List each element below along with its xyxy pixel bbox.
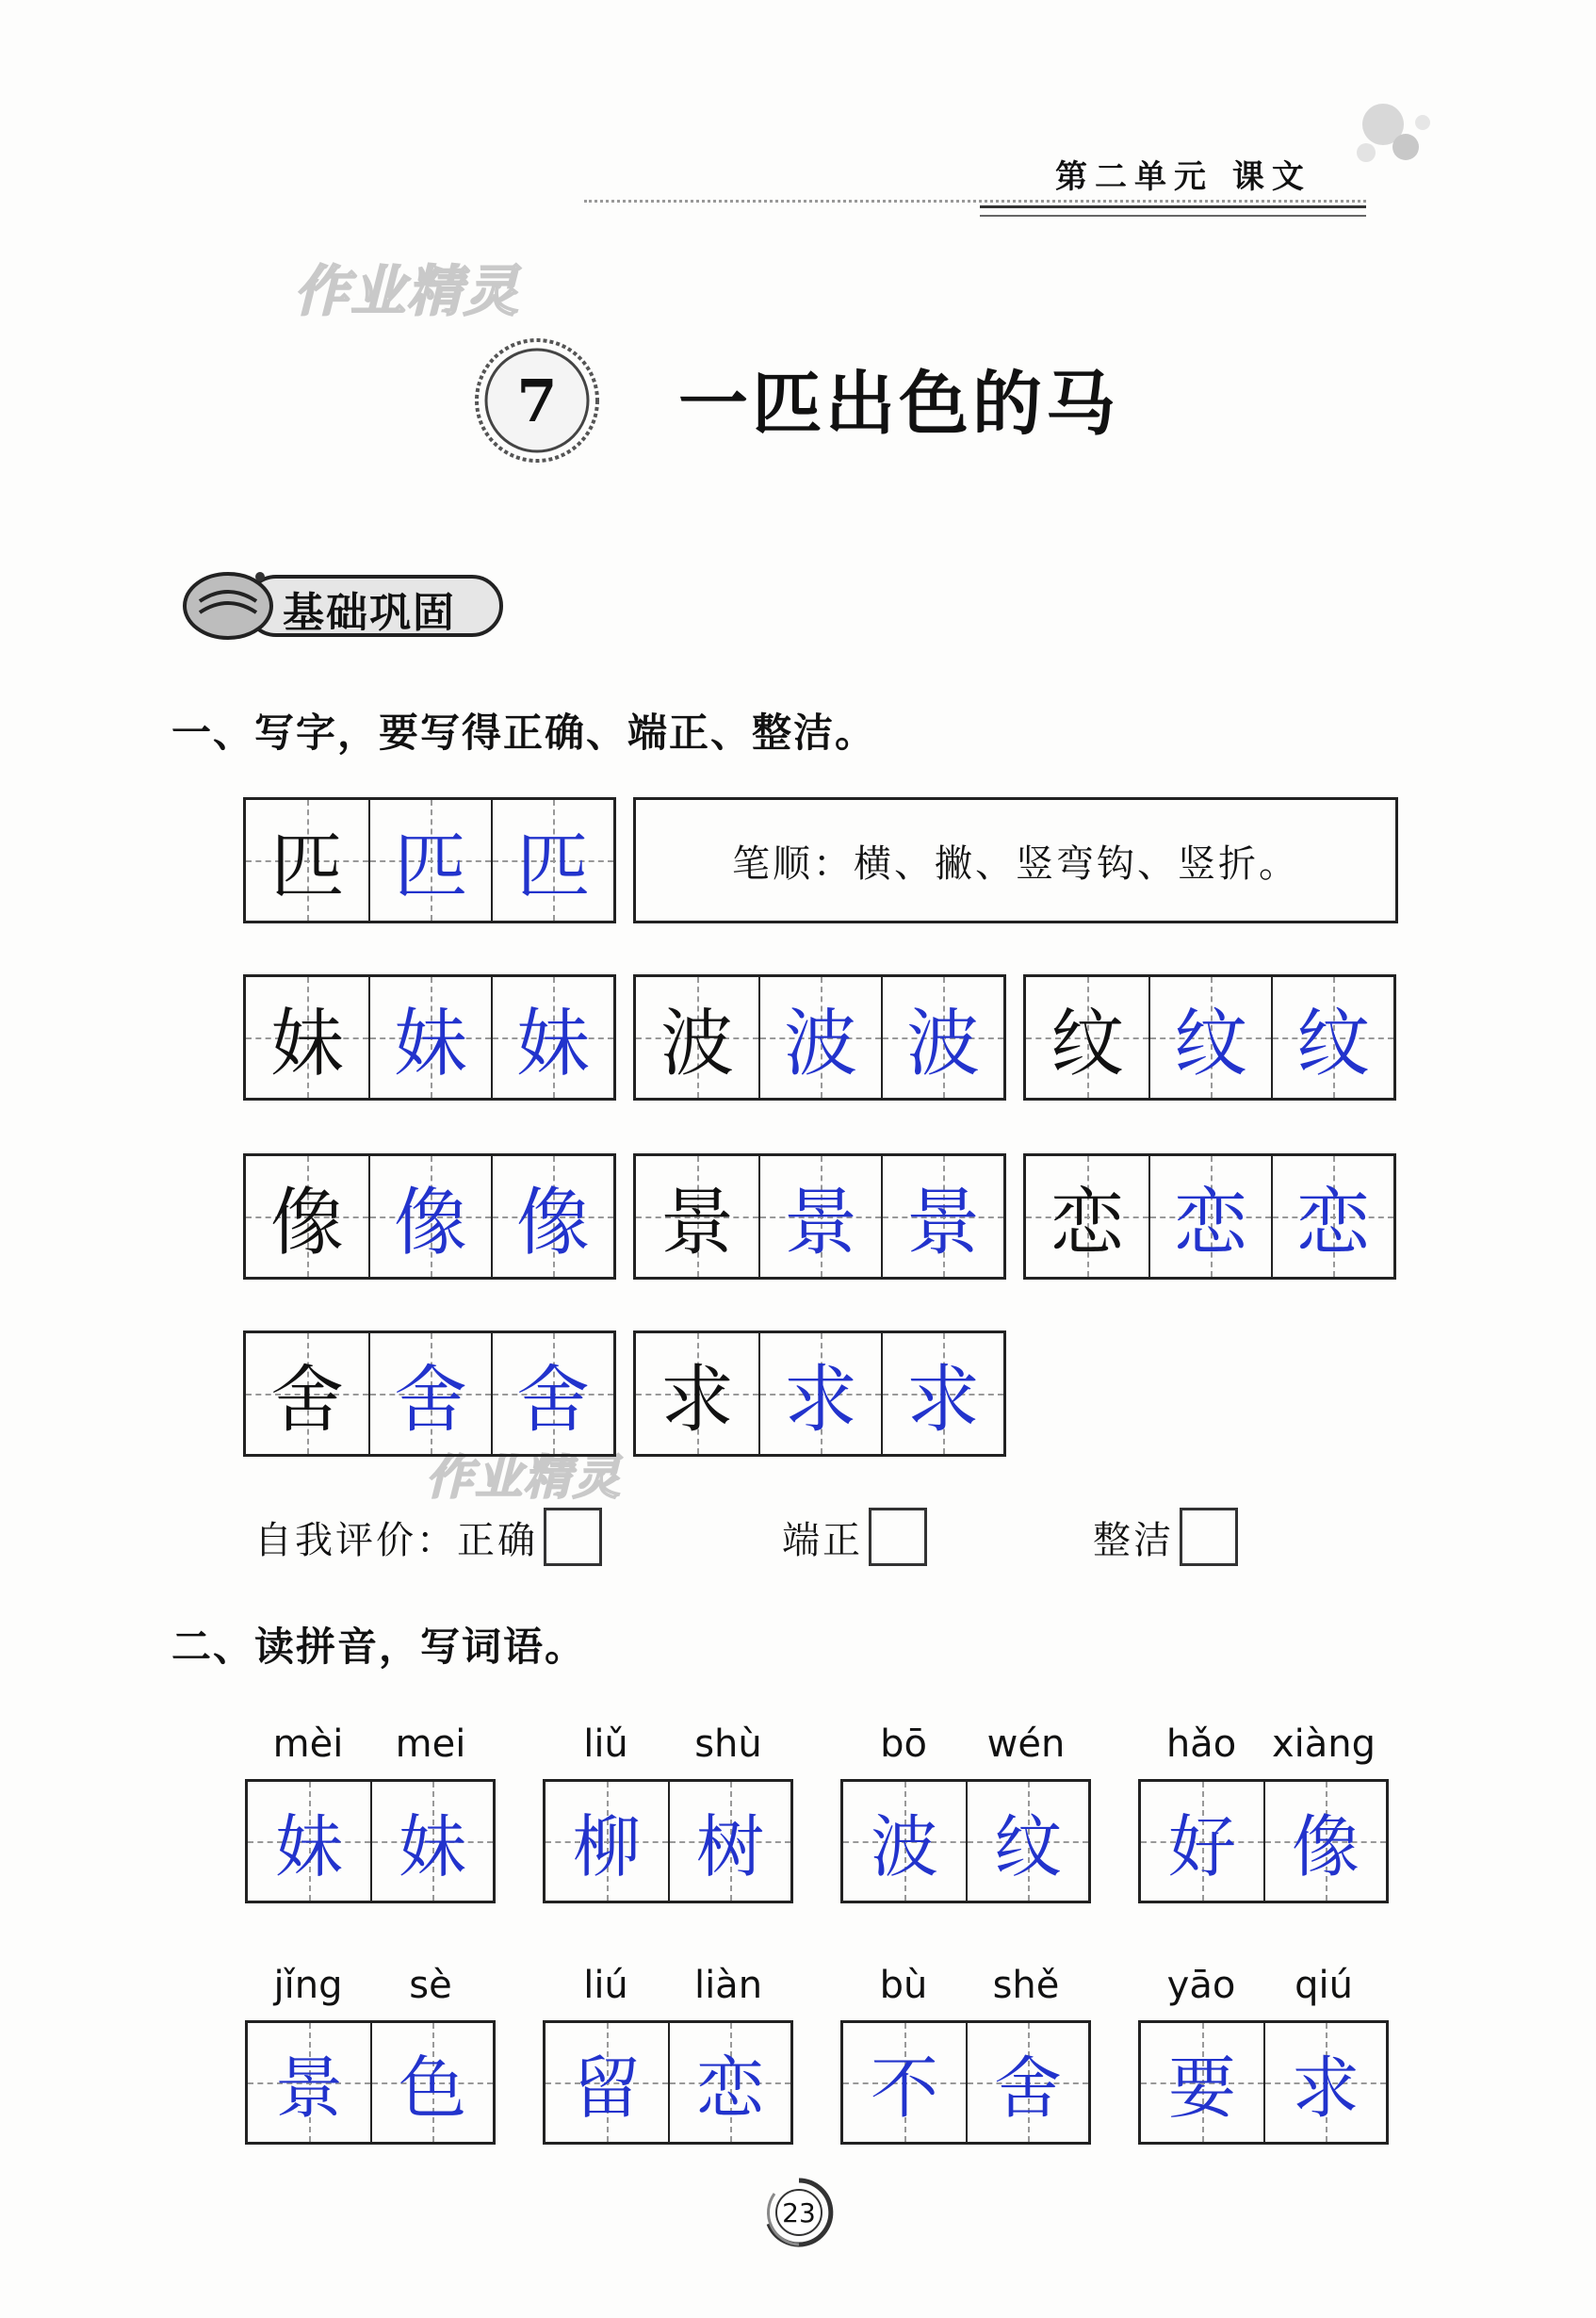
pinyin-label: mei xyxy=(395,1722,466,1766)
char-grid xyxy=(243,797,616,923)
grid-cell[interactable]: 匹 xyxy=(368,800,491,921)
pinyin-label: sè xyxy=(409,1964,452,2007)
pinyin-label: liǔ xyxy=(583,1722,628,1766)
pinyin-label: bù xyxy=(879,1964,928,2007)
pinyin-label: liú xyxy=(583,1964,628,2007)
grid-cell[interactable]: 留 xyxy=(546,2023,668,2142)
pinyin-label: yāo xyxy=(1166,1964,1236,2007)
grid-cell[interactable]: 纹 xyxy=(966,1782,1088,1901)
page-number-badge xyxy=(761,2175,837,2250)
grid-cell: 舍 xyxy=(246,1333,368,1454)
grid-cell[interactable]: 恋 xyxy=(1148,1156,1271,1277)
char-grid xyxy=(633,1153,1006,1280)
char-grid xyxy=(243,1330,616,1457)
checkbox-neat[interactable] xyxy=(869,1508,927,1566)
neat-label: 端正 xyxy=(782,1518,863,1562)
word-grid xyxy=(543,2020,793,2145)
grid-cell[interactable]: 纹 xyxy=(1271,977,1393,1098)
grid-cell[interactable]: 求 xyxy=(881,1333,1003,1454)
lesson-number-badge xyxy=(471,335,603,466)
word-grid xyxy=(840,1779,1091,1903)
header-rule-thin xyxy=(980,215,1366,217)
pinyin-label: hǎo xyxy=(1165,1722,1237,1766)
grid-cell[interactable]: 恋 xyxy=(668,2023,790,2142)
char-grid xyxy=(633,974,1006,1101)
grid-cell[interactable]: 景 xyxy=(758,1156,881,1277)
char-grid xyxy=(243,1153,616,1280)
word-grid xyxy=(1138,2020,1389,2145)
grid-cell[interactable]: 波 xyxy=(881,977,1003,1098)
pinyin-label: shě xyxy=(992,1964,1060,2007)
pinyin-label: jǐng xyxy=(273,1964,343,2007)
grid-cell[interactable]: 波 xyxy=(843,1782,966,1901)
stroke-order-box: 笔顺：横、撇、竖弯钩、竖折。 xyxy=(633,797,1398,923)
self-eval-clean xyxy=(1093,1508,1238,1566)
section-banner-label: 基础巩固 xyxy=(283,589,456,637)
unit-header: 第二单元 课文 xyxy=(1055,158,1311,196)
lesson-title: 一匹出色的马 xyxy=(678,364,1119,445)
header-dotted-line xyxy=(584,200,1366,203)
grid-cell[interactable]: 纹 xyxy=(1148,977,1271,1098)
pinyin-label: qiú xyxy=(1295,1964,1353,2007)
char-grid xyxy=(1023,1153,1396,1280)
char-grid xyxy=(633,1330,1006,1457)
grid-cell: 妹 xyxy=(246,977,368,1098)
grid-cell: 恋 xyxy=(1026,1156,1148,1277)
watermark: 作业精灵 xyxy=(294,259,521,323)
grid-cell: 纹 xyxy=(1026,977,1148,1098)
grid-cell[interactable]: 色 xyxy=(370,2023,493,2142)
pinyin-label: shù xyxy=(694,1722,762,1766)
word-grid xyxy=(1138,1779,1389,1903)
grid-cell[interactable]: 要 xyxy=(1141,2023,1263,2142)
pinyin-label: wén xyxy=(986,1722,1066,1766)
watermark: 作业精灵 xyxy=(426,1450,622,1505)
grid-cell[interactable]: 树 xyxy=(668,1782,790,1901)
question-1-title: 一、写字，要写得正确、端正、整洁。 xyxy=(171,710,877,756)
grid-cell[interactable]: 恋 xyxy=(1271,1156,1393,1277)
checkbox-clean[interactable] xyxy=(1180,1508,1238,1566)
grid-cell: 匹 xyxy=(246,800,368,921)
char-grid xyxy=(243,974,616,1101)
word-grid xyxy=(543,1779,793,1903)
word-grid xyxy=(245,1779,496,1903)
checkbox-correct[interactable] xyxy=(544,1508,602,1566)
grid-cell[interactable]: 景 xyxy=(248,2023,370,2142)
pinyin-label: liàn xyxy=(693,1964,763,2007)
grid-cell[interactable]: 匹 xyxy=(491,800,613,921)
grid-cell[interactable]: 景 xyxy=(881,1156,1003,1277)
self-eval-correct xyxy=(254,1508,602,1566)
clean-label: 整洁 xyxy=(1093,1518,1174,1562)
grid-cell[interactable]: 舍 xyxy=(966,2023,1088,2142)
pinyin-label: xiàng xyxy=(1271,1722,1376,1766)
grid-cell[interactable]: 妹 xyxy=(370,1782,493,1901)
self-eval-neat xyxy=(782,1508,927,1566)
grid-cell[interactable]: 像 xyxy=(368,1156,491,1277)
grid-cell[interactable]: 波 xyxy=(758,977,881,1098)
grid-cell[interactable]: 不 xyxy=(843,2023,966,2142)
grid-cell[interactable]: 妹 xyxy=(248,1782,370,1901)
pinyin-label: mèi xyxy=(272,1722,344,1766)
grid-cell: 求 xyxy=(636,1333,758,1454)
page-number: 23 xyxy=(782,2197,816,2228)
word-grid xyxy=(840,2020,1091,2145)
grid-cell: 波 xyxy=(636,977,758,1098)
grid-cell[interactable]: 求 xyxy=(758,1333,881,1454)
self-eval-label: 自我评价：正确 xyxy=(254,1518,538,1562)
grid-cell[interactable]: 像 xyxy=(491,1156,613,1277)
word-grid xyxy=(245,2020,496,2145)
lesson-number: 7 xyxy=(516,367,558,435)
char-grid xyxy=(1023,974,1396,1101)
grid-cell[interactable]: 求 xyxy=(1263,2023,1386,2142)
pinyin-label: bō xyxy=(880,1722,927,1766)
grid-cell[interactable]: 舍 xyxy=(368,1333,491,1454)
grid-cell[interactable]: 柳 xyxy=(546,1782,668,1901)
grid-cell[interactable]: 像 xyxy=(1263,1782,1386,1901)
grid-cell[interactable]: 妹 xyxy=(368,977,491,1098)
header-rule xyxy=(980,205,1366,208)
grid-cell: 景 xyxy=(636,1156,758,1277)
bubbles-decoration xyxy=(1338,94,1451,179)
grid-cell: 像 xyxy=(246,1156,368,1277)
grid-cell[interactable]: 舍 xyxy=(491,1333,613,1454)
grid-cell[interactable]: 好 xyxy=(1141,1782,1263,1901)
question-2-title: 二、读拼音，写词语。 xyxy=(171,1624,587,1670)
grid-cell[interactable]: 妹 xyxy=(491,977,613,1098)
